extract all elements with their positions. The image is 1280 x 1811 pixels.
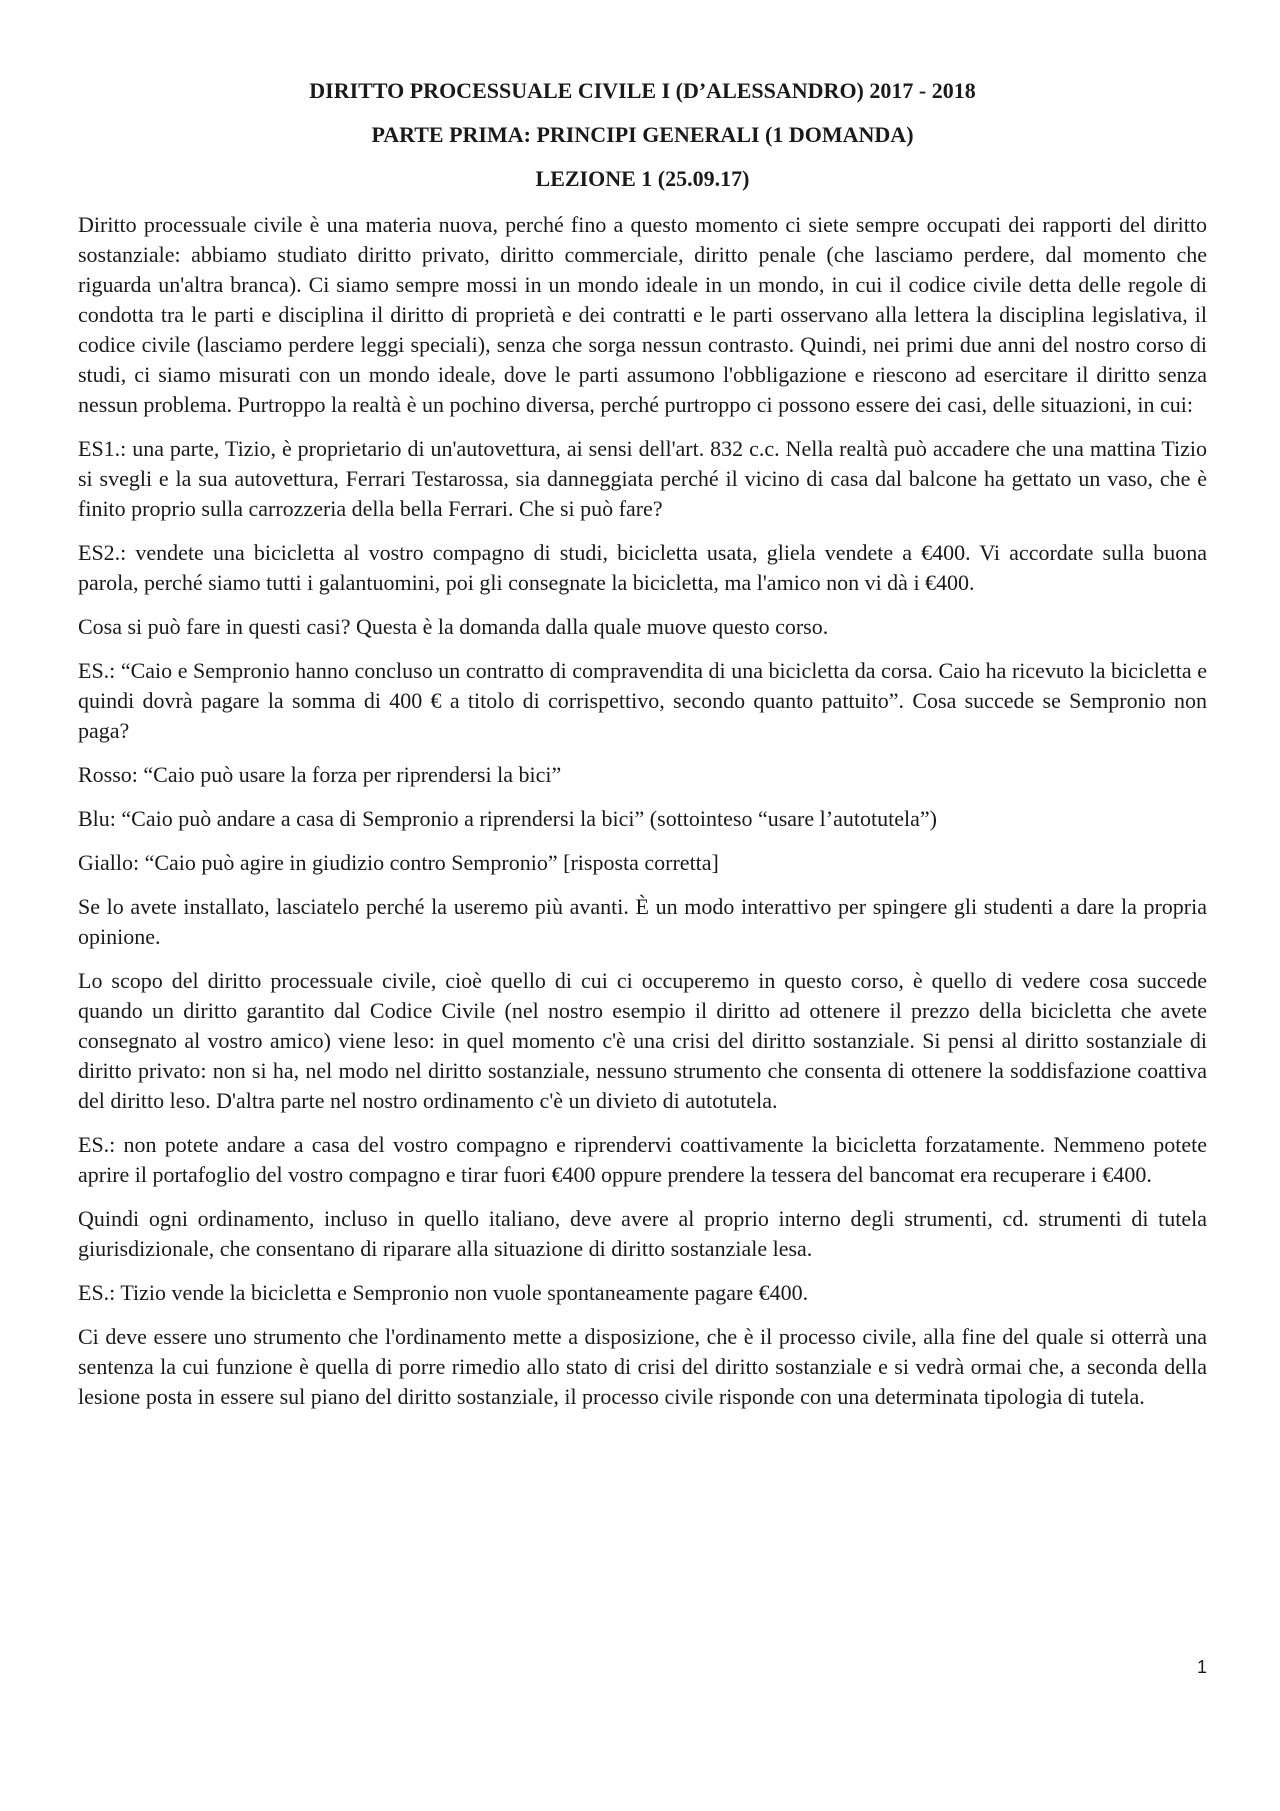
example-1-paragraph: ES1.: una parte, Tizio, è proprietario di un'autovettura, ai sensi dell'art. 832 c.c. Nella realtà può accadere che una mattina Tizio si svegli e la sua autovettura, Ferrari Testarossa, sia danneggiata perché il vicino di casa dal balcone ha gettato un vaso, che è finito proprio sulla carrozzeria della bella Ferrari. Che si può fare? <box>78 436 1207 521</box>
lesson-heading: LEZIONE 1 (25.09.17) <box>535 166 750 191</box>
scope-paragraph: Lo scopo del diritto processuale civile, cioè quello di cui ci occuperemo in questo corso, è quello di vedere cosa succede quando un diritto garantito dal Codice Civile (nel nostro esempio il diritto ad ottenere il prezzo della bicicletta che avete consegnato al vostro amico) viene leso: in quel momento c'è una crisi del diritto sostanziale. Si pensi al diritto sostanziale di diritto privato: non si ha, nel modo nel diritto sostanziale, nessuno strumento che consenta di ottenere la soddisfazione coattiva del diritto leso. D'altra parte nel nostro ordinamento c'è un divieto di autotutela. <box>78 968 1207 1113</box>
intro-paragraph: Diritto processuale civile è una materia nuova, perché fino a questo momento ci siete sempre occupati dei rapporti del diritto sostanziale: abbiamo studiato diritto privato, diritto commerciale, diritto penale (che lasciamo perdere, dal momento che riguarda un'altra branca). Ci siamo sempre mossi in un mondo ideale in un mondo, in cui il codice civile detta delle regole di condotta tra le parti e disciplina il diritto di proprietà e dei contratti e le parti osservano alla lettera la disciplina legislativa, il codice civile (lasciamo perdere leggi speciali), senza che sorga nessun contrasto. Quindi, nei primi due anni del nostro corso di studi, ci siamo misurati con un mondo ideale, dove le parti assumono l'obbligazione e riescono ad esercitare il diritto senza nessun problema. Purtroppo la realtà è un pochino diversa, perché purtroppo ci possono essere dei casi, delle situazioni, in cui: <box>78 212 1207 417</box>
example-caio-paragraph: ES.: “Caio e Sempronio hanno concluso un contratto di compravendita di una bicicletta da corsa. Caio ha ricevuto la bicicletta e quindi dovrà pagare la somma di 400 € a titolo di corrispettivo, secondo quanto pattuito”. Cosa succede se Sempronio non paga? <box>78 658 1207 743</box>
part-heading: PARTE PRIMA: PRINCIPI GENERALI (1 DOMANDA) <box>371 122 914 147</box>
legal-tools-paragraph: Quindi ogni ordinamento, incluso in quello italiano, deve avere al proprio interno degli strumenti, cd. strumenti di tutela giurisdizionale, che consentano di riparare alla situazione di diritto sostanziale lesa. <box>78 1206 1207 1261</box>
answer-rosso: Rosso: “Caio può usare la forza per riprendersi la bici” <box>78 762 562 787</box>
answer-blu: Blu: “Caio può andare a casa di Sempronio a riprendersi la bici” (sottointeso “usare l’autotutela”) <box>78 806 937 831</box>
example-self-help-paragraph: ES.: non potete andare a casa del vostro compagno e riprendervi coattivamente la bicicletta forzatamente. Nemmeno potete aprire il portafoglio del vostro compagno e tirar fuori €400 oppure prendere la tessera del bancomat era recuperare i €400. <box>78 1132 1207 1187</box>
question-paragraph: Cosa si può fare in questi casi? Questa è la domanda dalla quale muove questo corso. <box>78 614 829 639</box>
document-title: DIRITTO PROCESSUALE CIVILE I (D’ALESSANDRO) 2017 - 2018 <box>309 78 976 103</box>
page-number: 1 <box>1197 1657 1208 1677</box>
document-page <box>78 76 1207 1426</box>
answer-giallo: Giallo: “Caio può agire in giudizio contro Sempronio” [risposta corretta] <box>78 850 719 875</box>
civil-process-paragraph: Ci deve essere uno strumento che l'ordinamento mette a disposizione, che è il processo civile, alla fine del quale si otterrà una sentenza la cui funzione è quella di porre rimedio allo stato di crisi del diritto sostanziale e si vedrà ormai che, a seconda della lesione posta in essere sul piano del diritto sostanziale, il processo civile risponde con una determinata tipologia di tutela. <box>78 1324 1207 1409</box>
app-note-paragraph: Se lo avete installato, lasciatelo perché la useremo più avanti. È un modo interattivo per spingere gli studenti a dare la propria opinione. <box>78 894 1207 949</box>
example-2-paragraph: ES2.: vendete una bicicletta al vostro compagno di studi, bicicletta usata, gliela vendete a €400. Vi accordate sulla buona parola, perché siamo tutti i galantuomini, poi gli consegnate la bicicletta, ma l'amico non vi dà i €400. <box>78 540 1207 595</box>
example-tizio-paragraph: ES.: Tizio vende la bicicletta e Sempronio non vuole spontaneamente pagare €400. <box>78 1280 809 1305</box>
